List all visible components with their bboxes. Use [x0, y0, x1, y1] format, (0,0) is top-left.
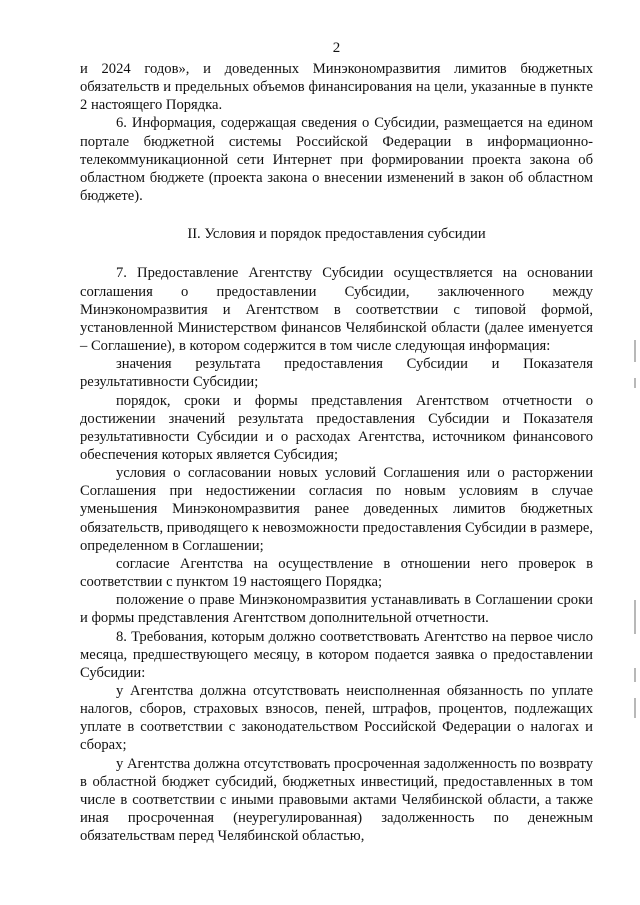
paragraph-subitem: согласие Агентства на осуществление в отношении него проверок в соответствии с пунктом 19 настоящего Порядка; [80, 555, 593, 591]
paragraph-subitem: значения результата предоставления Субсидии и Показателя результативности Субсидии; [80, 356, 593, 391]
section-heading: II. Условия и порядок предоставления субсидии [187, 226, 486, 243]
page-number: 2 [332, 40, 341, 56]
paragraph-subitem: порядок, сроки и формы представления Агентством отчетности о достижении значений результата предоставления Субсидии и Показателя результативности Субсидии и о расходах Агентства, источником финансового обеспечения которых является Субсидия; [80, 392, 593, 463]
paragraph-subitem: положение о праве Минэкономразвития устанавливать в Соглашении сроки и формы представления Агентством дополнительной отчетности. [80, 592, 593, 627]
paragraph-item-7: 7. Предоставление Агентству Субсидии осуществляется на основании соглашения о предоставлении Субсидии, заключенного между Минэкономразвития и Агентством в соответствии с типовой формой, установленной Министерством финансов Челябинской области (далее именуется – Соглашение), в котором содержится в том числе следующая информация: [80, 265, 593, 355]
scan-edge-marks [631, 300, 639, 720]
paragraph-subitem: у Агентства должна отсутствовать неисполненная обязанность по уплате налогов, сборов, страховых взносов, пеней, штрафов, процентов, подлежащих уплате в соответствии с законодательством Российской Федерации о налогах и сборах; [80, 683, 593, 754]
document-body [80, 60, 593, 845]
paragraph-subitem: у Агентства должна отсутствовать просроченная задолженность по возврату в областной бюджет субсидий, бюджетных инвестиций, предоставленных в том числе в соответствии с иными правовыми актами Челябинской области, а также иная просроченная (неурегулированная) задолженность по денежным обязательствам перед Челябинской областью, [80, 755, 593, 845]
paragraph-item-6: 6. Информация, содержащая сведения о Субсидии, размещается на едином портале бюджетной системы Российской Федерации в информационно-телекоммуникационной сети Интернет при формировании проекта закона об областном бюджете (проекта закона о внесении изменений в закон об областном бюджете). [80, 115, 593, 205]
paragraph-continuation: и 2024 годов», и доведенных Минэкономразвития лимитов бюджетных обязательств и предельных объемов финансирования на цели, указанные в пункте 2 настоящего Порядка. [80, 61, 593, 114]
paragraph-subitem: условия о согласовании новых условий Соглашения или о расторжении Соглашения при недостижении согласия по новым условиям в случае уменьшения Минэкономразвития ранее доведенных лимитов бюджетных обязательств, приводящего к невозможности предоставления Субсидии в размере, определенном в Соглашении; [80, 465, 593, 554]
paragraph-item-8: 8. Требования, которым должно соответствовать Агентство на первое число месяца, предшествующего месяцу, в котором подается заявка о предоставлении Субсидии: [80, 628, 593, 681]
